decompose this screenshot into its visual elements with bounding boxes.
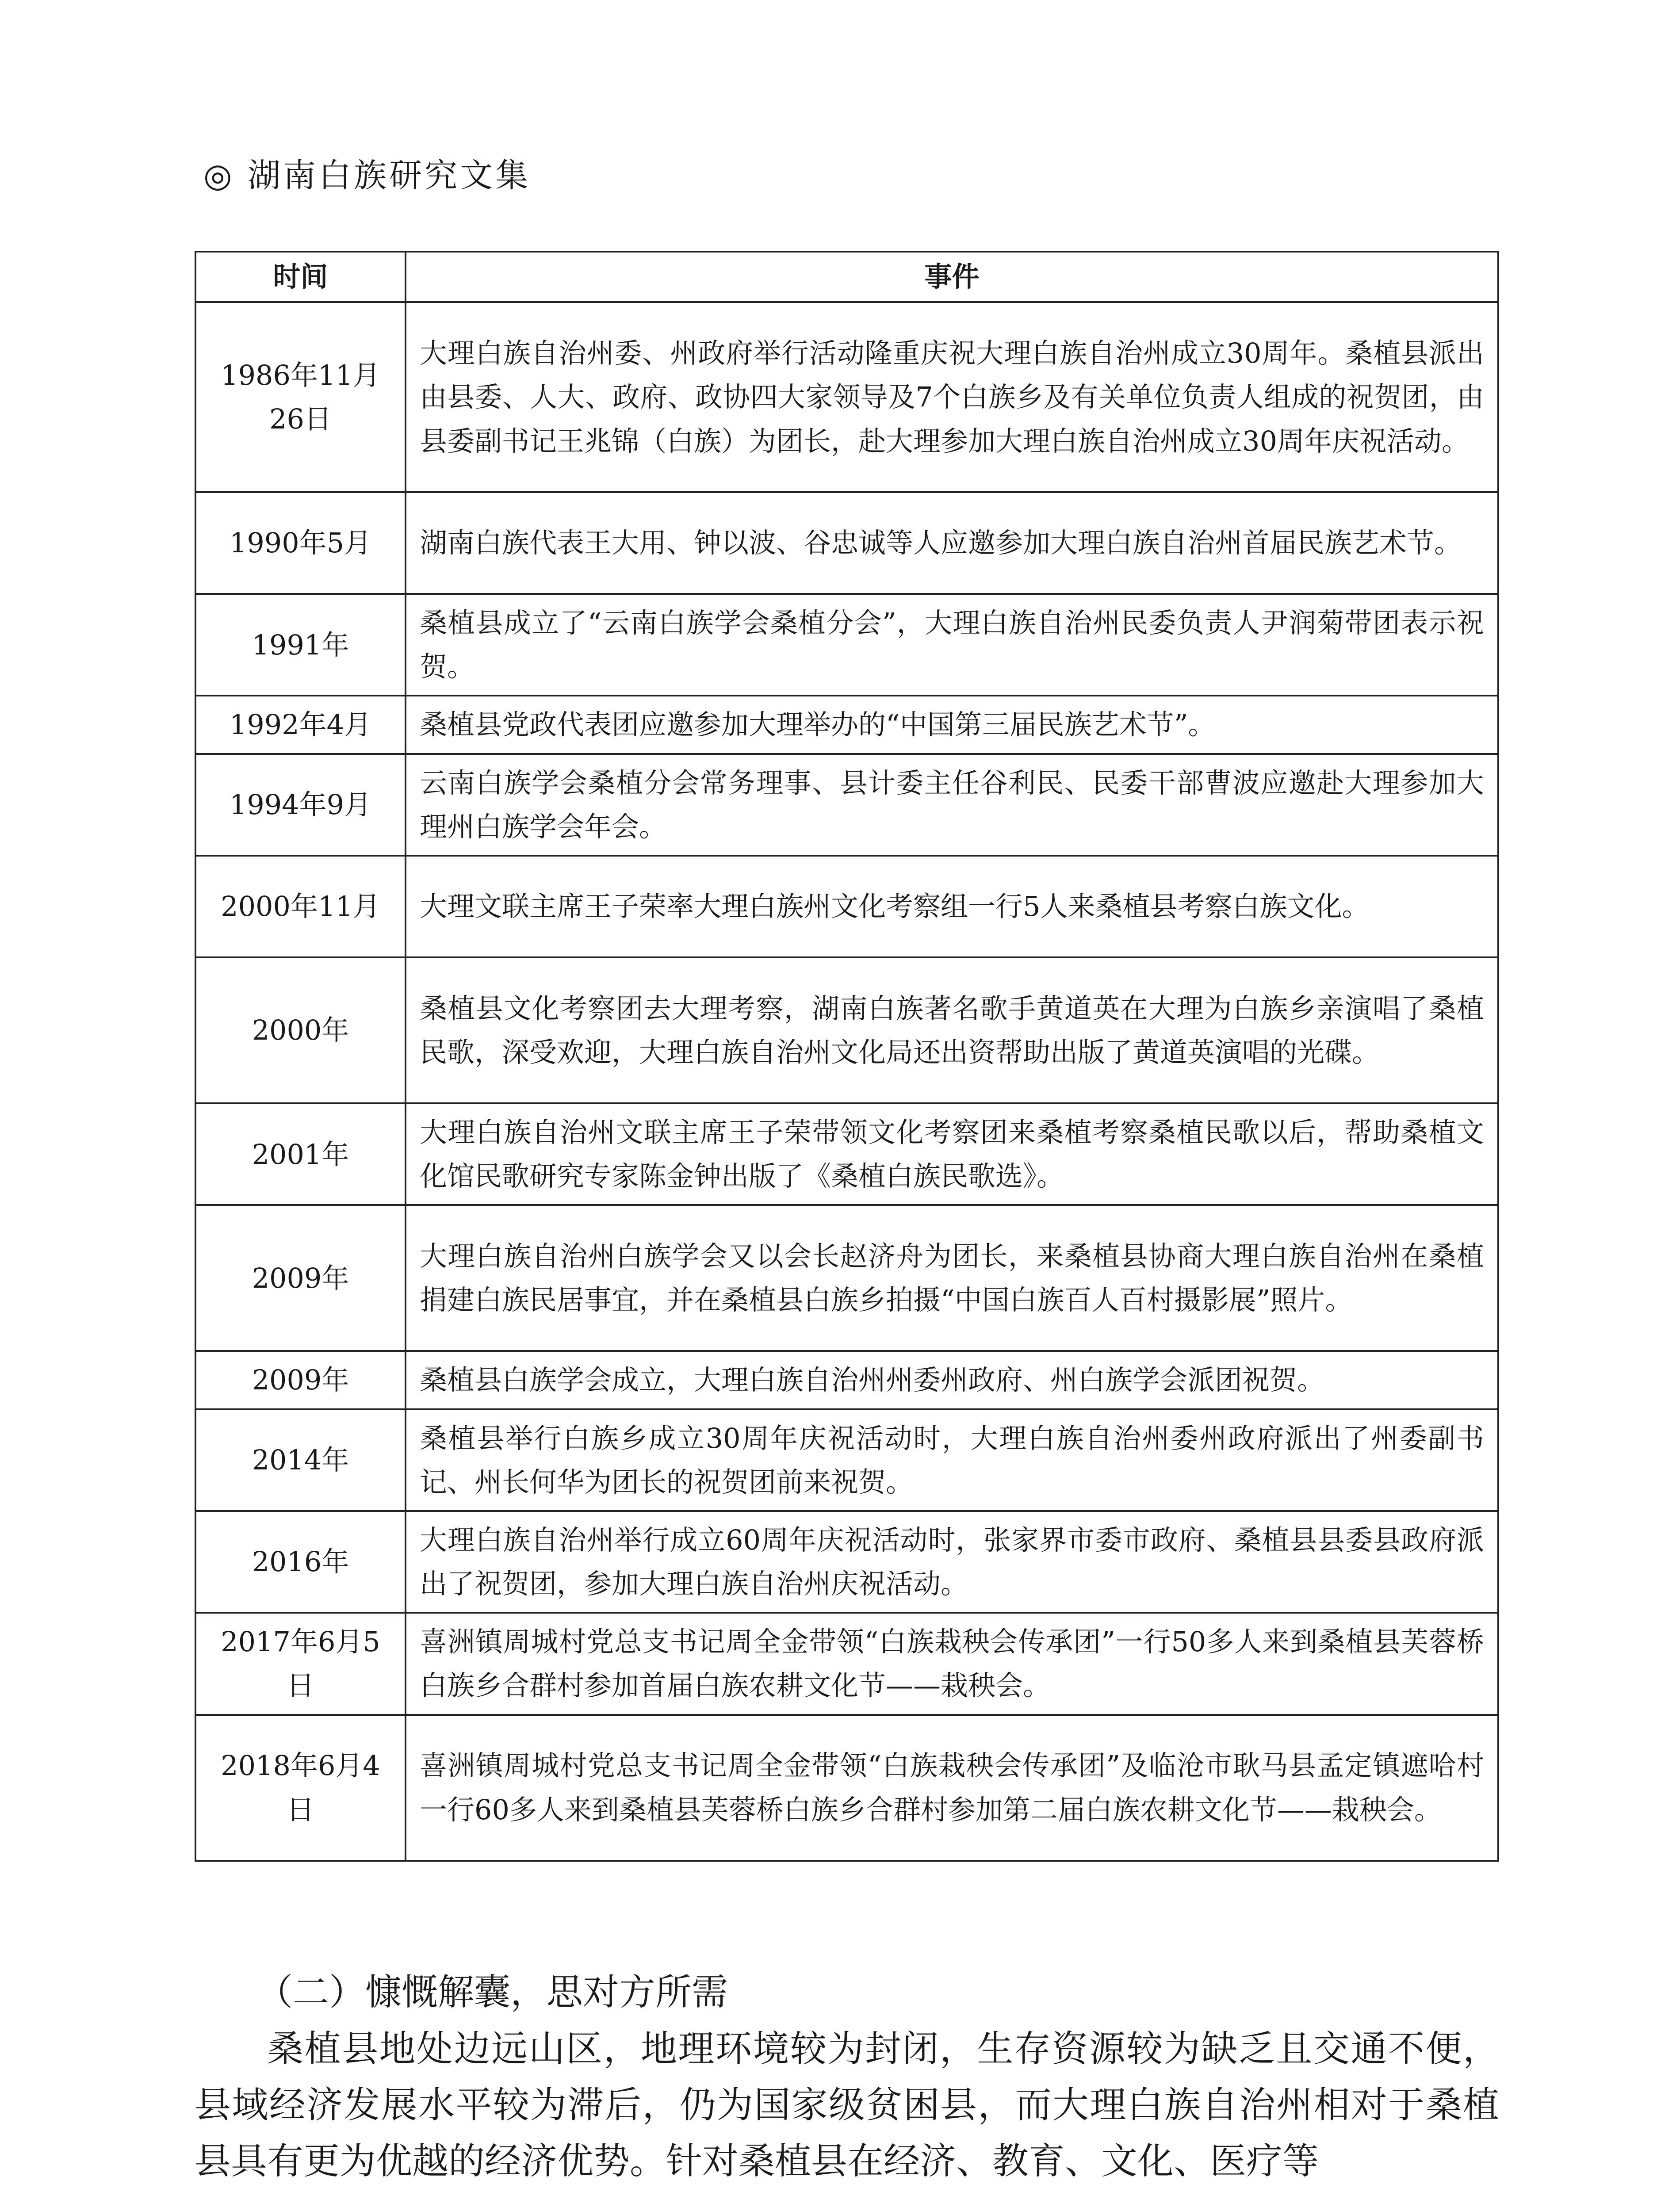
row-event: 云南白族学会桑植分会常务理事、县计委主任谷利民、民委干部曹波应邀赴大理参加大理州白族学会年会。 [406,754,1498,856]
row-date: 2009年 [195,1351,406,1409]
row-date: 1990年5月 [195,492,406,594]
section-subheading: （二）慷慨解囊，思对方所需 [256,1971,728,2013]
row-date: 2000年 [195,957,406,1103]
table-row [195,754,1498,856]
row-event: 大理白族自治州白族学会又以会长赵济舟为团长，来桑植县协商大理白族自治州在桑植捐建白族民居事宜，并在桑植县白族乡拍摄“中国白族百人百村摄影展”照片。 [406,1205,1498,1351]
events-table [195,251,1499,1862]
row-event: 大理白族自治州举行成立60周年庆祝活动时，张家界市委市政府、桑植县县委县政府派出了祝贺团，参加大理白族自治州庆祝活动。 [406,1511,1498,1613]
row-event: 湖南白族代表王大用、钟以波、谷忠诚等人应邀参加大理白族自治州首届民族艺术节。 [406,492,1498,594]
table-row [195,1103,1498,1205]
table-row [195,1613,1498,1714]
row-event: 桑植县党政代表团应邀参加大理举办的“中国第三届民族艺术节”。 [406,696,1498,754]
row-event: 桑植县白族学会成立，大理白族自治州州委州政府、州白族学会派团祝贺。 [406,1351,1498,1409]
table-row [195,1715,1498,1861]
row-event: 大理白族自治州文联主席王子荣带领文化考察团来桑植考察桑植民歌以后，帮助桑植文化馆民歌研究专家陈金钟出版了《桑植白族民歌选》。 [406,1103,1498,1205]
row-date: 1991年 [195,594,406,696]
row-date: 2001年 [195,1103,406,1205]
row-event: 喜洲镇周城村党总支书记周全金带领“白族栽秧会传承团”及临沧市耿马县孟定镇遮哈村一行60多人来到桑植县芙蓉桥白族乡合群村参加第二届白族农耕文化节——栽秧会。 [406,1715,1498,1861]
column-header-event: 事件 [406,252,1498,302]
body-paragraph: 桑植县地处边远山区，地理环境较为封闭，生存资源较为缺乏且交通不便，县域经济发展水平较为滞后，仍为国家级贫困县，而大理白族自治州相对于桑植县具有更为优越的经济优势。针对桑植县在经济、教育、文化、医疗等 [195,2028,1499,2183]
running-header [203,149,531,196]
row-date: 2016年 [195,1511,406,1613]
table-row [195,1511,1498,1613]
table-row [195,1409,1498,1511]
row-date: 2017年6月5日 [195,1613,406,1714]
row-event: 大理文联主席王子荣率大理白族州文化考察组一行5人来桑植县考察白族文化。 [406,856,1498,957]
table-header-row [195,252,1498,302]
table-row [195,492,1498,594]
row-date: 2018年6月4日 [195,1715,406,1861]
row-date: 2009年 [195,1205,406,1351]
column-header-time: 时间 [195,252,406,302]
row-date: 2000年11月 [195,856,406,957]
book-title: 湖南白族研究文集 [248,157,531,195]
row-date: 1992年4月 [195,696,406,754]
table-row [195,594,1498,696]
row-date: 1986年11月26日 [195,302,406,492]
table-row [195,1205,1498,1351]
table-row [195,957,1498,1103]
table-row [195,302,1498,492]
row-event: 大理白族自治州委、州政府举行活动隆重庆祝大理白族自治州成立30周年。桑植县派出由县委、人大、政府、政协四大家领导及7个白族乡及有关单位负责人组成的祝贺团，由县委副书记王兆锦（白族）为团长，赴大理参加大理白族自治州成立30周年庆祝活动。 [406,302,1498,492]
row-event: 桑植县文化考察团去大理考察，湖南白族著名歌手黄道英在大理为白族乡亲演唱了桑植民歌，深受欢迎，大理白族自治州文化局还出资帮助出版了黄道英演唱的光碟。 [406,957,1498,1103]
row-event: 桑植县成立了“云南白族学会桑植分会”，大理白族自治州民委负责人尹润菊带团表示祝贺。 [406,594,1498,696]
table-row [195,696,1498,754]
row-date: 2014年 [195,1409,406,1511]
row-event: 喜洲镇周城村党总支书记周全金带领“白族栽秧会传承团”一行50多人来到桑植县芙蓉桥白族乡合群村参加首届白族农耕文化节——栽秧会。 [406,1613,1498,1714]
row-date: 1994年9月 [195,754,406,856]
row-event: 桑植县举行白族乡成立30周年庆祝活动时，大理白族自治州委州政府派出了州委副书记、州长何华为团长的祝贺团前来祝贺。 [406,1409,1498,1511]
table-row [195,1351,1498,1409]
circle-symbol: ◎ [203,157,235,195]
table-row [195,856,1498,957]
